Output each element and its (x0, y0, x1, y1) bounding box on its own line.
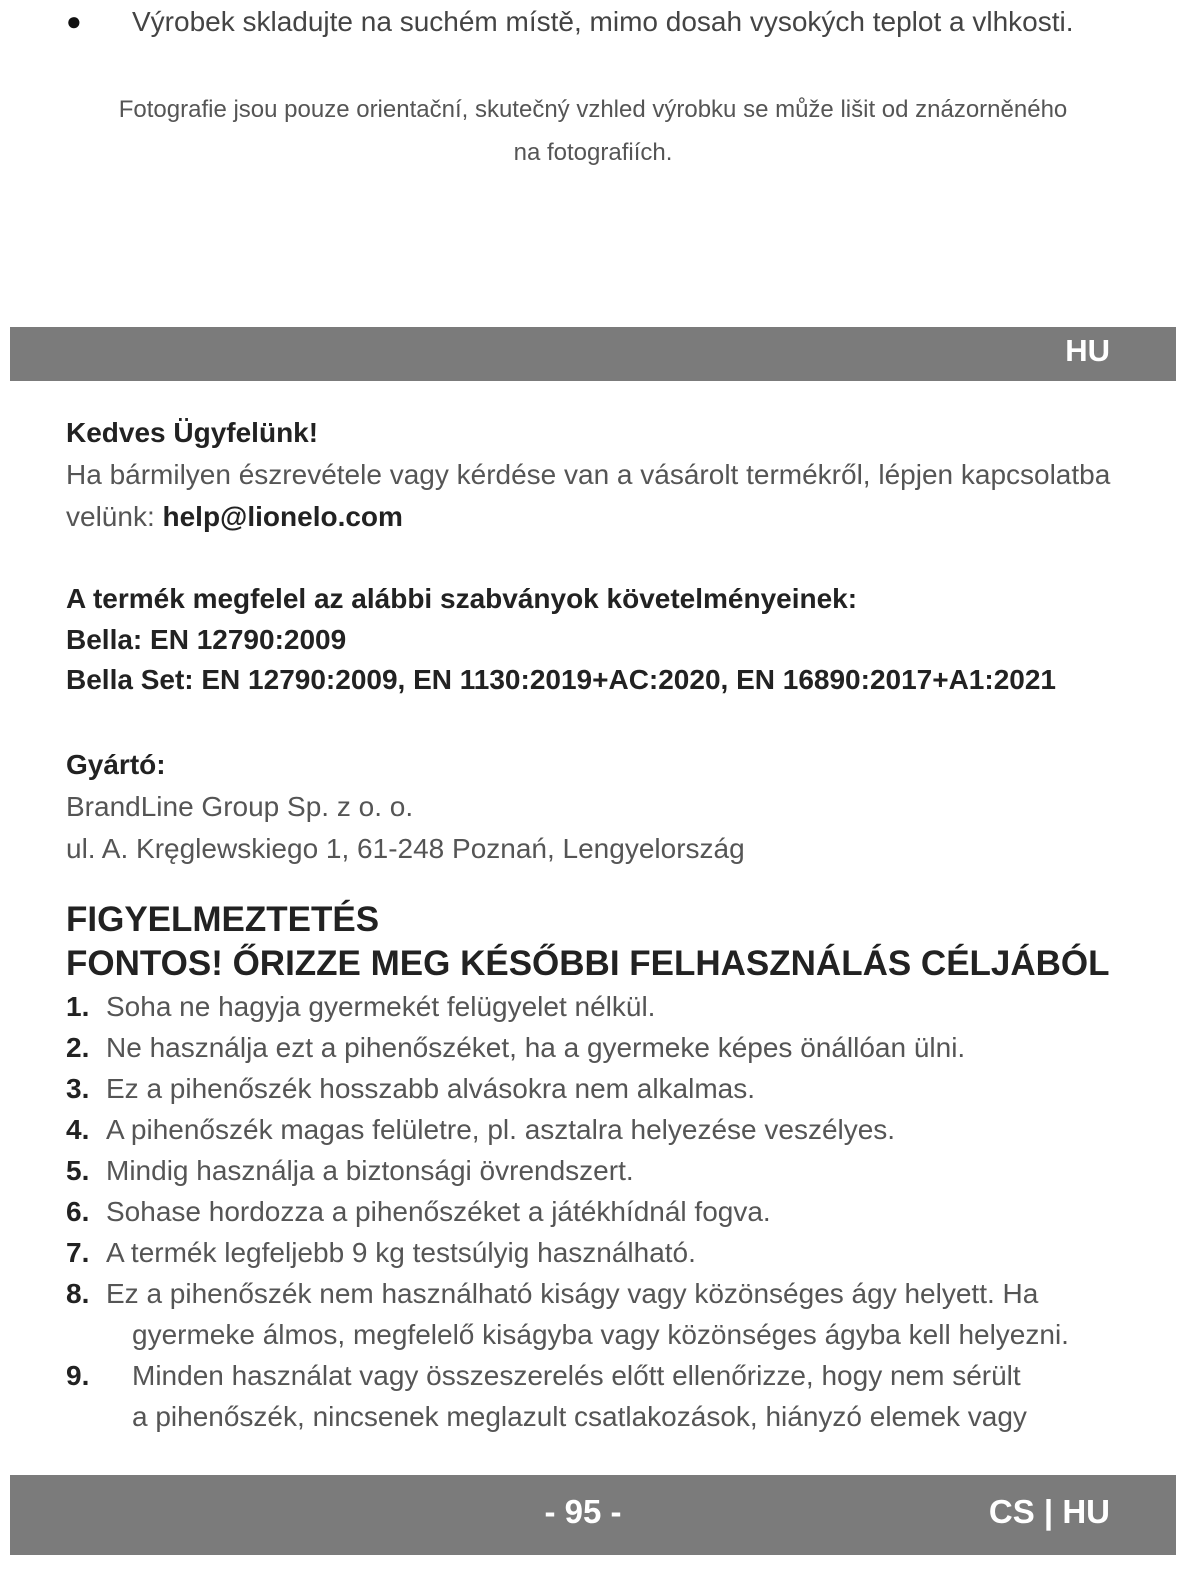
contact-line-1: Ha bármilyen észrevétele vagy kérdése van a vásárolt termékről, lépjen kapcsolatba (66, 459, 1111, 490)
disclaimer-line-2: na fotografiích. (513, 139, 673, 166)
warning-item-6 (66, 1191, 1156, 1232)
warning-list (66, 986, 1156, 1437)
item-text-continued: gyermeke álmos, megfelelő kiságyba vagy közönséges ágyba kell helyezni. (132, 1319, 1069, 1350)
footer-languages: CS | HU (988, 1493, 1110, 1530)
photo-disclaimer (40, 88, 1146, 174)
item-text-continued: a pihenőszék, nincsenek meglazult csatlakozások, hiányzó elemek vagy (132, 1401, 1027, 1432)
storage-text: Výrobek skladujte na suchém místě, mimo dosah vysokých teplot a vlhkosti. (132, 6, 1074, 37)
bullet-icon: ● (66, 6, 82, 36)
warning-heading (66, 898, 1156, 986)
warning-item-4 (66, 1109, 1156, 1150)
contact-prefix: velünk: (66, 501, 163, 532)
warning-item-1 (66, 986, 1156, 1027)
item-number: 8. (66, 1278, 90, 1309)
item-text: Minden használat vagy összeszerelés előtt ellenőrizze, hogy nem sérült (132, 1360, 1021, 1391)
item-text: A pihenőszék magas felületre, pl. asztalra helyezése veszélyes. (106, 1114, 896, 1145)
standard-bella-set: Bella Set: EN 12790:2009, EN 1130:2019+AC:2020, EN 16890:2017+A1:2021 (66, 664, 1056, 695)
standards-heading: A termék megfelel az alábbi szabványok követelményeinek: (66, 583, 858, 614)
warning-item-3 (66, 1068, 1156, 1109)
item-number: 7. (66, 1237, 90, 1268)
warning-item-7 (66, 1232, 1156, 1273)
item-text: A termék legfeljebb 9 kg testsúlyig használható. (106, 1237, 696, 1268)
item-number: 1. (66, 991, 90, 1022)
warning-item-2 (66, 1027, 1156, 1068)
item-number: 3. (66, 1073, 90, 1104)
item-text: Soha ne hagyja gyermekét felügyelet nélkül. (106, 991, 656, 1022)
item-text: Ez a pihenőszék nem használható kiságy vagy közönséges ágy helyett. Ha (106, 1278, 1039, 1309)
language-header-band (10, 327, 1176, 381)
item-text: Ne használja ezt a pihenőszéket, ha a gyermeke képes önállóan ülni. (106, 1032, 966, 1063)
warning-item-8 (66, 1273, 1156, 1355)
item-text: Sohase hordozza a pihenőszéket a játékhídnál fogva. (106, 1196, 771, 1227)
contact-section (66, 412, 1156, 870)
manufacturer-address: ul. A. Kręglewskiego 1, 61-248 Poznań, Lengyelország (66, 833, 745, 864)
email-link[interactable]: help@lionelo.com (162, 501, 403, 532)
item-number: 9. (66, 1360, 90, 1391)
warning-item-5 (66, 1150, 1156, 1191)
item-number: 6. (66, 1196, 90, 1227)
item-number: 4. (66, 1114, 90, 1145)
item-text: Ez a pihenőszék hosszabb alvásokra nem alkalmas. (106, 1073, 756, 1104)
contact-line-2 (66, 496, 1156, 538)
item-text: Mindig használja a biztonsági övrendszert. (106, 1155, 634, 1186)
item-number: 2. (66, 1032, 90, 1063)
language-label: HU (1065, 333, 1110, 368)
standard-bella: Bella: EN 12790:2009 (66, 624, 347, 655)
page-footer (10, 1475, 1176, 1555)
manufacturer-name: BrandLine Group Sp. z o. o. (66, 791, 414, 822)
warning-title: FIGYELMEZTETÉS (66, 900, 380, 939)
page-number: - 95 - (544, 1493, 622, 1530)
warning-item-9 (66, 1355, 1156, 1437)
manufacturer-label: Gyártó: (66, 749, 166, 780)
disclaimer-line-1: Fotografie jsou pouze orientační, skutečný vzhled výrobku se může lišit od znázorněného (118, 96, 1068, 123)
warning-subtitle: FONTOS! ŐRIZZE MEG KÉSŐBBI FELHASZNÁLÁS CÉLJÁBÓL (66, 944, 1110, 983)
item-number: 5. (66, 1155, 90, 1186)
greeting: Kedves Ügyfelünk! (66, 417, 319, 448)
